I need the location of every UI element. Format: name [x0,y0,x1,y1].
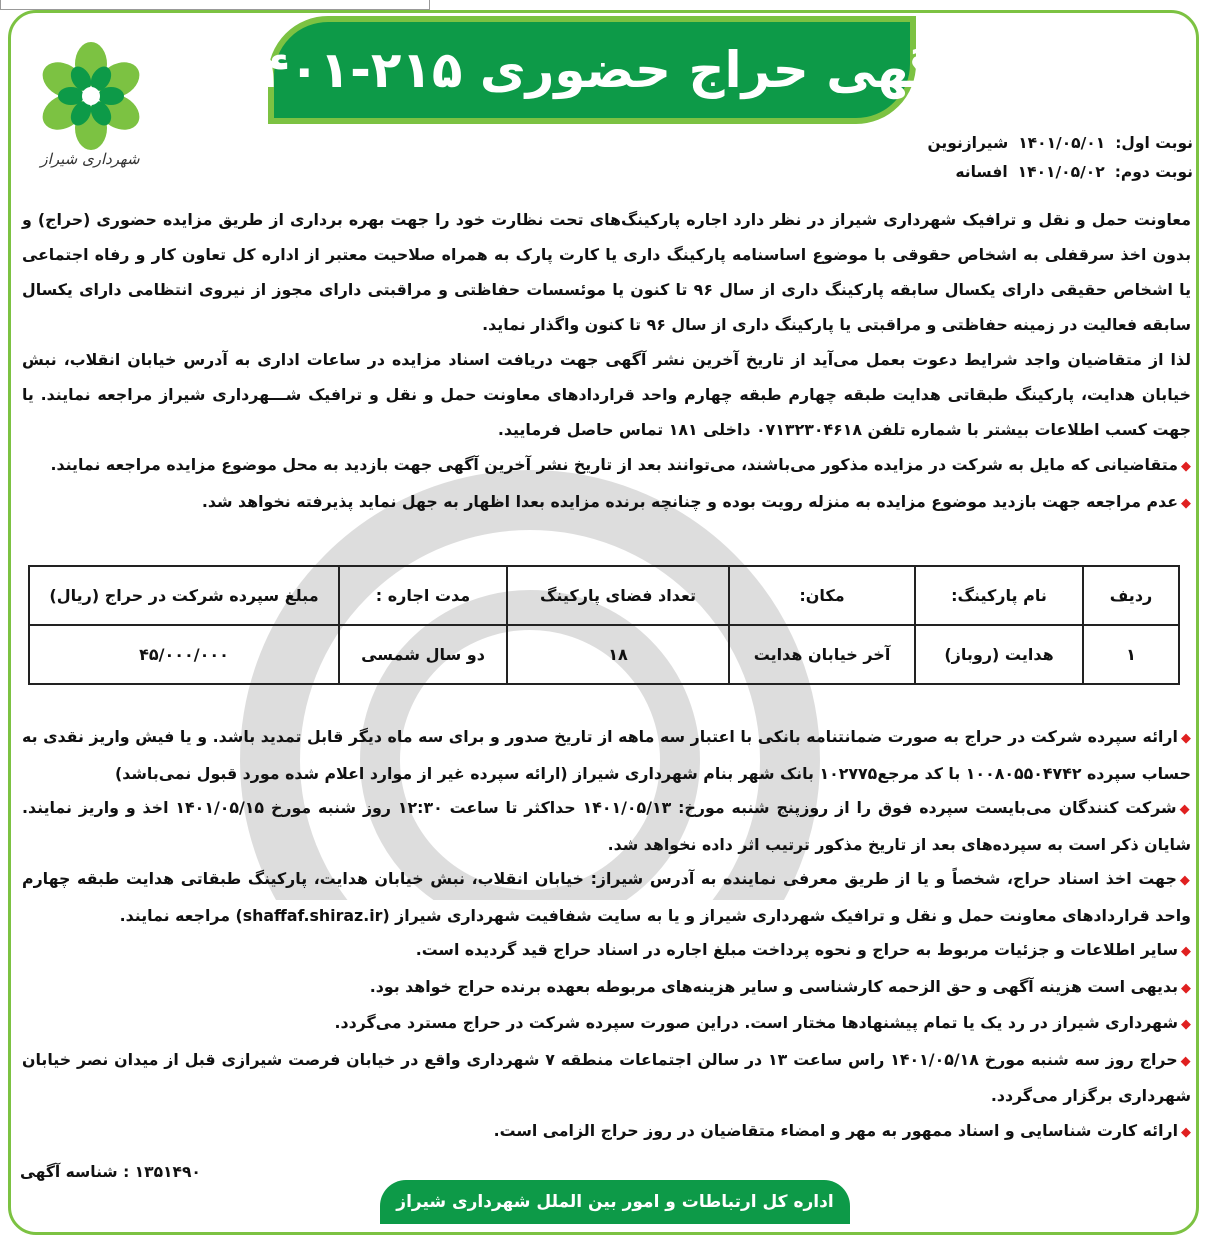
table-cell: ۱ [1083,625,1179,684]
bullet-item [22,970,1191,1007]
footer-bar [380,1180,850,1224]
table-cell: ۱۸ [507,625,729,684]
shiraz-flower-logo-icon [26,34,156,154]
round-date: ۱۴۰۱/۰۵/۰۱ [1018,134,1106,152]
bullet-text: جهت اخذ اسناد حراج، شخصاً و یا از طریق معرفی نماینده به آدرس شیراز: خیابان انقلاب، نبش خیابان هدایت، پارکینگ طبقاتی هدایت طبقه چهارم واحد قراردادهای معاونت حمل و نقل و ترافیک شهرداری شیراز و یا به سایت شفافیت شهرداری شیراز (shaffaf.shiraz.ir) مراجعه نمایند. [22,869,1191,925]
ad-identifier: ۱۳۵۱۴۹۰ : شناسه آگهی [20,1163,201,1181]
conditions-section [22,720,1191,1150]
intro-section [22,202,1191,521]
round-first [917,132,1193,154]
title-banner [228,16,957,124]
bullet-text: سایر اطلاعات و جزئیات مربوط به حراج و نحوه پرداخت مبلغ اجاره در اسناد حراج قید گردیده است. [415,940,1178,959]
intro-paragraph: لذا از متقاضیان واجد شرایط دعوت بعمل می‌آید از تاریخ آخرین نشر آگهی جهت دریافت اسناد مزایده در ساعات اداری به آدرس خیابان انقلاب، نبش خیابان هدایت، پارکینگ طبقاتی هدایت طبقه چهارم طبقه چهارم واحد قراردادهای معاونت حمل و نقل و ترافیک شـــهرداری شیراز مراجعه نمایند. یا جهت کسب اطلاعات بیشتر با شماره تلفن ۰۷۱۳۲۳۰۴۶۱۸ داخلی ۱۸۱ تماس حاصل فرمایید. [22,350,1191,439]
round-paper: شیرازنوین [927,134,1009,152]
bullet-item [22,720,1191,791]
diamond-bullet-icon: ◆ [1179,873,1192,888]
diamond-bullet-icon: ◆ [1181,459,1191,474]
table-cell: ۴۵/۰۰۰/۰۰۰ [29,625,339,684]
bullet-item [22,791,1191,862]
bullet-item [22,447,1191,484]
table-cell: هدایت (روباز) [915,625,1083,684]
footer-text: اداره کل ارتباطات و امور بین الملل شهرداری شیراز [396,1192,834,1212]
table-header-row [29,566,1179,625]
diamond-bullet-icon: ◆ [1181,1017,1191,1032]
top-edge-strip [0,0,430,10]
bullet-text: حراج روز سه شنبه مورخ ۱۴۰۱/۰۵/۱۸ راس ساعت ۱۳ در سالن اجتماعات منطقه ۷ شهرداری واقع در خیابان فرصت شیرازی قبل از میدان نصر خیابان شهرداری برگزار می‌گردد. [22,1049,1191,1105]
table-header-cell: نام پارکینگ: [915,566,1083,625]
round-label: نوبت اول: [1115,134,1193,152]
bullet-item [22,862,1191,933]
bullet-text: ارائه سپرده شرکت در حراج به صورت ضمانتنامه بانکی با اعتبار سه ماهه از تاریخ صدور و برای سه ماه دیگر قابل تمدید باشد. و یا فیش واریز نقدی به حساب سپرده ۱۰۰۸۰۵۵۰۴۷۴۲ با کد مرجع۱۰۲۷۷۵ بانک شهر بنام شهرداری شیراز (ارائه سپرده غیر از موارد اعلام شده مورد قبول نمی‌باشد) [22,727,1191,783]
round-date: ۱۴۰۱/۰۵/۰۲ [1017,163,1105,181]
table-header-cell: مکان: [729,566,915,625]
table-header-cell: مبلغ سپرده شرکت در حراج (ریال) [29,566,339,625]
auction-table [28,565,1180,685]
bullet-item [22,933,1191,970]
intro-paragraph: معاونت حمل و نقل و ترافیک شهرداری شیراز در نظر دارد اجاره پارکینگ‌های تحت نظارت خود را جهت بهره برداری از طریق مزایده حضوری (حراج) و بدون اخذ سرقفلی به اشخاص حقوقی با موضوع اساسنامه پارکینگ داری یا کارت پارک به همراه صلاحیت معتبر از اداره کل تعاون کار و رفاه اجتماعی یا اشخاص حقیقی دارای یکسال سابقه پارکینگ داری از سال ۹۶ تا کنون یا موئسسات حفاظتی و مراقبتی دارای مجوز از نیروی انتظامی دارای یکسال سابقه فعالیت در زمینه حفاظتی و مراقبتی یا پارکینگ داری از سال ۹۶ تا کنون واگذار نماید. [22,210,1191,334]
table-cell: آخر خیابان هدایت [729,625,915,684]
table-cell: دو سال شمسی [339,625,507,684]
diamond-bullet-icon: ◆ [1181,496,1191,511]
round-second [945,161,1193,183]
table-header-cell: ردیف [1083,566,1179,625]
page-title: آگهی حراج حضوری ۲۱۵-۱۴۰۱ [228,41,957,99]
bullet-item [22,1006,1191,1043]
table-header-cell: تعداد فضای پارکینگ [507,566,729,625]
bullet-text: متقاضیانی که مایل به شرکت در مزایده مذکور می‌باشند، می‌توانند بعد از تاریخ نشر آخرین آگهی جهت بازدید به محل موضوع مزایده مراجعه نمایند. [50,455,1178,474]
bullet-item [22,484,1191,521]
bullet-item [22,1114,1191,1151]
round-label: نوبت دوم: [1114,163,1193,181]
bullet-text: شهرداری شیراز در رد یک یا تمام پیشنهادها مختار است. دراین صورت سپرده شرکت در حراج مسترد می‌گردد. [334,1013,1178,1032]
bullet-item [22,1043,1191,1114]
bullet-text: بدیهی است هزینه آگهی و حق الزحمه کارشناسی و سایر هزینه‌های مربوطه بعهده برنده حراج خواهد بود. [369,976,1178,996]
table-header-cell: مدت اجاره : [339,566,507,625]
bullet-text: ارائه کارت شناسایی و اسناد ممهور به مهر و امضاء متقاضیان در روز حراج الزامی است. [493,1120,1178,1140]
diamond-bullet-icon: ◆ [1181,980,1191,996]
bullet-text: شرکت کنندگان می‌بایست سپرده فوق را از روزپنج شنبه مورخ: ۱۴۰۱/۰۵/۱۳ حداکثر تا ساعت ۱۲:۳۰ روز شنبه مورخ ۱۴۰۱/۰۵/۱۵ اخذ و واریز نمایند. شایان ذکر است به سپرده‌های بعد از تاریخ مذکور ترتیب اثر داده نخواهد شد. [22,798,1191,854]
table-row [29,625,1179,684]
bullet-text: عدم مراجعه جهت بازدید موضوع مزایده به منزله رویت بوده و چنانچه برنده مزایده بعدا اظهار به جهل نماید پذیرفته نخواهد شد. [201,492,1178,511]
diamond-bullet-icon: ◆ [1181,944,1191,959]
diamond-bullet-icon: ◆ [1180,1053,1191,1069]
diamond-bullet-icon: ◆ [1180,731,1191,746]
diamond-bullet-icon: ◆ [1181,1124,1191,1140]
round-paper: افسانه [955,163,1008,181]
diamond-bullet-icon: ◆ [1179,802,1191,817]
logo-caption: شهرداری شیراز [40,150,140,168]
